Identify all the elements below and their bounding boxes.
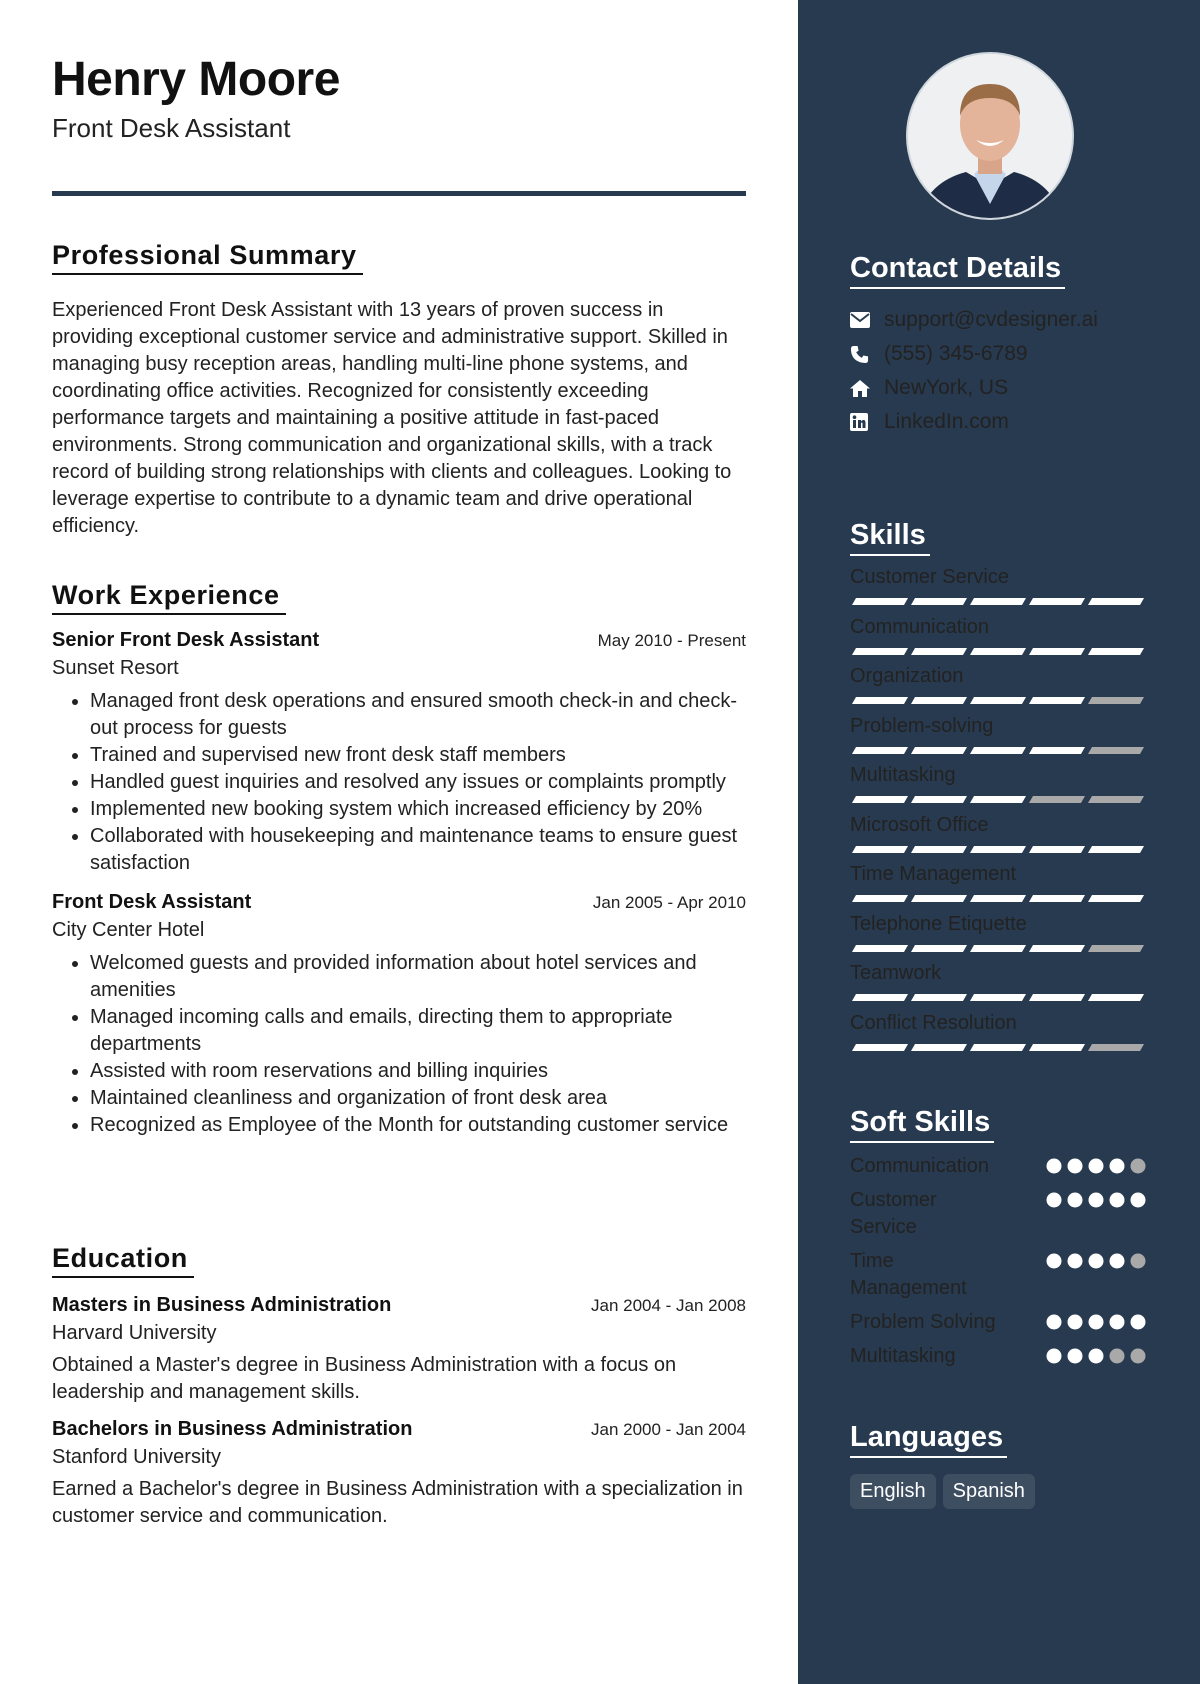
skill-segment-filled	[852, 796, 908, 803]
contact-linkedin[interactable]	[850, 405, 1146, 439]
list-item: • Recognized as Employee of the Month for outstanding customer service	[90, 1112, 746, 1139]
skill-segment-empty	[1088, 697, 1144, 704]
dot-filled	[1089, 1315, 1104, 1330]
soft-skill-name: Time	[850, 1250, 894, 1272]
skill-segment-filled	[911, 1044, 967, 1051]
dot-filled	[1089, 1254, 1104, 1269]
skill-segment-filled	[1029, 598, 1085, 605]
skill-level-bar	[852, 598, 1146, 606]
list-item: • Maintained cleanliness and organization of front desk area	[90, 1085, 746, 1112]
soft-skill-name: Problem Solving	[850, 1311, 996, 1333]
language-tag: English	[850, 1474, 936, 1509]
dot-filled	[1068, 1193, 1083, 1208]
skill-segment-filled	[970, 598, 1026, 605]
phone-text: (555) 345-6789	[884, 342, 1028, 365]
skill-name: Customer Service	[850, 566, 1009, 588]
job-dates: May 2010 - Present	[597, 631, 746, 650]
skill-level-bar	[852, 895, 1146, 903]
contact-heading: Contact Details	[850, 252, 1065, 289]
profile-photo	[906, 52, 1074, 220]
skill-segment-filled	[970, 1044, 1026, 1051]
list-item: • Managed front desk operations and ensured smooth check-in and check-out process for guests	[90, 688, 746, 742]
dot-filled	[1089, 1349, 1104, 1364]
linkedin-icon	[850, 413, 884, 431]
skill-segment-filled	[1029, 648, 1085, 655]
skill-segment-filled	[852, 895, 908, 902]
skill-segment-filled	[911, 747, 967, 754]
skill-segment-empty	[1029, 796, 1085, 803]
skill-segment-filled	[852, 598, 908, 605]
skill-segment-filled	[911, 994, 967, 1001]
skill-segment-filled	[970, 945, 1026, 952]
soft-skill-dots	[1046, 1347, 1146, 1365]
skill-segment-filled	[911, 598, 967, 605]
soft-skill-dots	[1046, 1157, 1146, 1175]
list-item: • Implemented new booking system which increased efficiency by 20%	[90, 796, 746, 823]
skill-level-bar	[852, 796, 1146, 804]
linkedin-text: LinkedIn.com	[884, 410, 1009, 433]
candidate-title: Front Desk Assistant	[52, 113, 291, 143]
dot-filled	[1110, 1159, 1125, 1174]
skill-name: Telephone Etiquette	[850, 912, 1027, 935]
skill-name: Problem-solving	[850, 714, 994, 737]
phone-icon	[850, 345, 884, 364]
dot-filled	[1068, 1315, 1083, 1330]
skill-row	[850, 616, 1146, 666]
soft-skill-name: Management	[850, 1277, 967, 1299]
skill-segment-filled	[852, 747, 908, 754]
skill-segment-filled	[852, 846, 908, 853]
skill-segment-filled	[911, 895, 967, 902]
skills-section	[850, 519, 1146, 1061]
skill-level-bar	[852, 846, 1146, 854]
soft-skill-row	[850, 1153, 1146, 1180]
list-item: • Welcomed guests and provided information about hotel services and amenities	[90, 950, 746, 1004]
skill-level-bar	[852, 747, 1146, 755]
skill-segment-filled	[852, 945, 908, 952]
dot-filled	[1068, 1349, 1083, 1364]
soft-skills-list	[850, 1153, 1146, 1370]
dot-empty	[1131, 1254, 1146, 1269]
skill-name: Conflict Resolution	[850, 1011, 1017, 1034]
skill-row	[850, 1012, 1146, 1062]
soft-skill-row	[850, 1309, 1146, 1336]
soft-skill-name: Customer	[850, 1189, 937, 1211]
skill-segment-filled	[911, 945, 967, 952]
education-heading: Education	[52, 1243, 194, 1278]
skill-row	[850, 863, 1146, 913]
job-role: Front Desk Assistant	[52, 891, 252, 913]
skill-name: Time Management	[850, 863, 1016, 885]
skill-segment-filled	[852, 697, 908, 704]
dot-filled	[1110, 1193, 1125, 1208]
school-name: Harvard University	[52, 1322, 217, 1344]
soft-skill-name: Service	[850, 1216, 917, 1238]
experience-section	[52, 580, 746, 1139]
list-item: • Assisted with room reservations and billing inquiries	[90, 1058, 746, 1085]
skill-segment-filled	[911, 697, 967, 704]
skill-segment-filled	[970, 648, 1026, 655]
language-tag: Spanish	[943, 1474, 1035, 1509]
language-tags	[850, 1474, 1146, 1509]
skill-row	[850, 665, 1146, 715]
education-section	[52, 1243, 746, 1530]
skill-segment-filled	[970, 697, 1026, 704]
languages-heading: Languages	[850, 1421, 1007, 1458]
skill-level-bar	[852, 945, 1146, 953]
location-text: NewYork, US	[884, 376, 1009, 399]
envelope-icon	[850, 312, 884, 328]
dot-filled	[1131, 1193, 1146, 1208]
skill-level-bar	[852, 648, 1146, 656]
skill-segment-empty	[1088, 945, 1144, 952]
summary-section	[52, 240, 746, 540]
skills-heading: Skills	[850, 519, 930, 556]
list-item: • Managed incoming calls and emails, directing them to appropriate departments	[90, 1004, 746, 1058]
summary-text: Experienced Front Desk Assistant with 13 years of proven success in providing exceptional customer service and administrative support. Skilled in managing busy reception areas, handling multi-line phone systems, and coordinating office activities. Recognized for consistently exceeding performance targets and maintaining a positive attitude in fast-paced environments. Strong communication and organizational skills, with a track record of building strong relationships with clients and colleagues. Looking to leverage expertise to contribute to a dynamic team and drive operational efficiency.	[52, 299, 732, 537]
skill-segment-filled	[1029, 945, 1085, 952]
skill-segment-filled	[1029, 697, 1085, 704]
languages-section	[850, 1421, 1146, 1509]
degree-name: Bachelors in Business Administration	[52, 1418, 413, 1440]
skill-segment-filled	[970, 747, 1026, 754]
soft-skill-dots	[1046, 1252, 1146, 1270]
job-entry	[52, 891, 746, 1139]
dot-filled	[1047, 1315, 1062, 1330]
dot-filled	[1110, 1254, 1125, 1269]
skill-segment-filled	[970, 846, 1026, 853]
skill-segment-filled	[1088, 895, 1144, 902]
skill-name: Multitasking	[850, 764, 956, 786]
dot-filled	[1047, 1159, 1062, 1174]
job-org: Sunset Resort	[52, 657, 179, 679]
contact-section	[850, 252, 1146, 439]
skill-name: Organization	[850, 665, 964, 687]
skill-segment-filled	[970, 895, 1026, 902]
school-name: Stanford University	[52, 1446, 221, 1468]
header-divider	[52, 191, 746, 196]
home-icon	[850, 380, 884, 397]
job-bullets	[52, 688, 746, 877]
skill-segment-filled	[911, 648, 967, 655]
education-desc: Obtained a Master's degree in Business Administration with a focus on leadership and management skills.	[52, 1354, 677, 1403]
skill-row	[850, 715, 1146, 765]
skill-level-bar	[852, 1044, 1146, 1052]
soft-skill-name: Communication	[850, 1155, 989, 1177]
education-dates: Jan 2000 - Jan 2004	[590, 1420, 746, 1439]
skill-segment-filled	[1029, 994, 1085, 1001]
job-dates: Jan 2005 - Apr 2010	[592, 893, 746, 912]
skill-segment-empty	[1088, 796, 1144, 803]
skill-name: Teamwork	[850, 962, 942, 984]
contact-location	[850, 371, 1146, 405]
skill-segment-filled	[1029, 747, 1085, 754]
contact-email[interactable]	[850, 303, 1146, 337]
skill-segment-filled	[1029, 846, 1085, 853]
skill-segment-filled	[1029, 1044, 1085, 1051]
skill-row	[850, 566, 1146, 616]
dot-filled	[1047, 1254, 1062, 1269]
education-desc: Earned a Bachelor's degree in Business Administration with a specialization in customer service and communication.	[52, 1478, 743, 1527]
skill-segment-filled	[970, 796, 1026, 803]
skill-name: Microsoft Office	[850, 813, 989, 836]
dot-filled	[1047, 1193, 1062, 1208]
job-org: City Center Hotel	[52, 919, 205, 941]
dot-filled	[1110, 1315, 1125, 1330]
summary-heading: Professional Summary	[52, 240, 363, 275]
skill-segment-empty	[1088, 747, 1144, 754]
skill-segment-filled	[911, 796, 967, 803]
skill-name: Communication	[850, 615, 989, 638]
skill-level-bar	[852, 994, 1146, 1002]
soft-skills-section	[850, 1106, 1146, 1377]
candidate-name: Henry Moore	[52, 53, 340, 106]
skill-segment-filled	[1029, 895, 1085, 902]
skill-segment-filled	[911, 846, 967, 853]
job-role: Senior Front Desk Assistant	[52, 629, 320, 651]
skill-row	[850, 913, 1146, 963]
education-dates: Jan 2004 - Jan 2008	[590, 1296, 746, 1315]
soft-skill-dots	[1046, 1191, 1146, 1209]
skill-level-bar	[852, 697, 1146, 705]
job-bullets	[52, 950, 746, 1139]
dot-filled	[1068, 1159, 1083, 1174]
list-item: • Trained and supervised new front desk staff members	[90, 742, 746, 769]
skill-segment-filled	[852, 994, 908, 1001]
dot-empty	[1110, 1349, 1125, 1364]
skill-row	[850, 962, 1146, 1012]
list-item: • Collaborated with housekeeping and maintenance teams to ensure guest satisfaction	[90, 823, 746, 877]
job-entry	[52, 629, 746, 877]
contact-phone[interactable]	[850, 337, 1146, 371]
dot-filled	[1089, 1193, 1104, 1208]
dot-empty	[1131, 1159, 1146, 1174]
soft-skill-dots	[1046, 1313, 1146, 1331]
degree-name: Masters in Business Administration	[52, 1294, 392, 1316]
dot-filled	[1089, 1159, 1104, 1174]
experience-heading: Work Experience	[52, 580, 286, 615]
skill-segment-empty	[1088, 1044, 1144, 1051]
skill-segment-filled	[970, 994, 1026, 1001]
soft-skill-row	[850, 1343, 1146, 1370]
skill-segment-filled	[852, 1044, 908, 1051]
skills-list	[850, 566, 1146, 1061]
dot-filled	[1068, 1254, 1083, 1269]
soft-skill-name: Multitasking	[850, 1345, 956, 1367]
education-entry	[52, 1294, 746, 1406]
skill-segment-filled	[1088, 994, 1144, 1001]
list-item: • Handled guest inquiries and resolved any issues or complaints promptly	[90, 769, 746, 796]
email-text: support@cvdesigner.ai	[884, 308, 1098, 331]
skill-row	[850, 764, 1146, 814]
skill-row	[850, 814, 1146, 864]
skill-segment-filled	[852, 648, 908, 655]
skill-segment-filled	[1088, 846, 1144, 853]
skill-segment-filled	[1088, 648, 1144, 655]
dot-filled	[1047, 1349, 1062, 1364]
soft-skill-row	[850, 1187, 1146, 1241]
skill-segment-filled	[1088, 598, 1144, 605]
dot-filled	[1131, 1315, 1146, 1330]
education-entry	[52, 1418, 746, 1530]
soft-skills-heading: Soft Skills	[850, 1106, 994, 1143]
soft-skill-row	[850, 1248, 1146, 1302]
dot-empty	[1131, 1349, 1146, 1364]
